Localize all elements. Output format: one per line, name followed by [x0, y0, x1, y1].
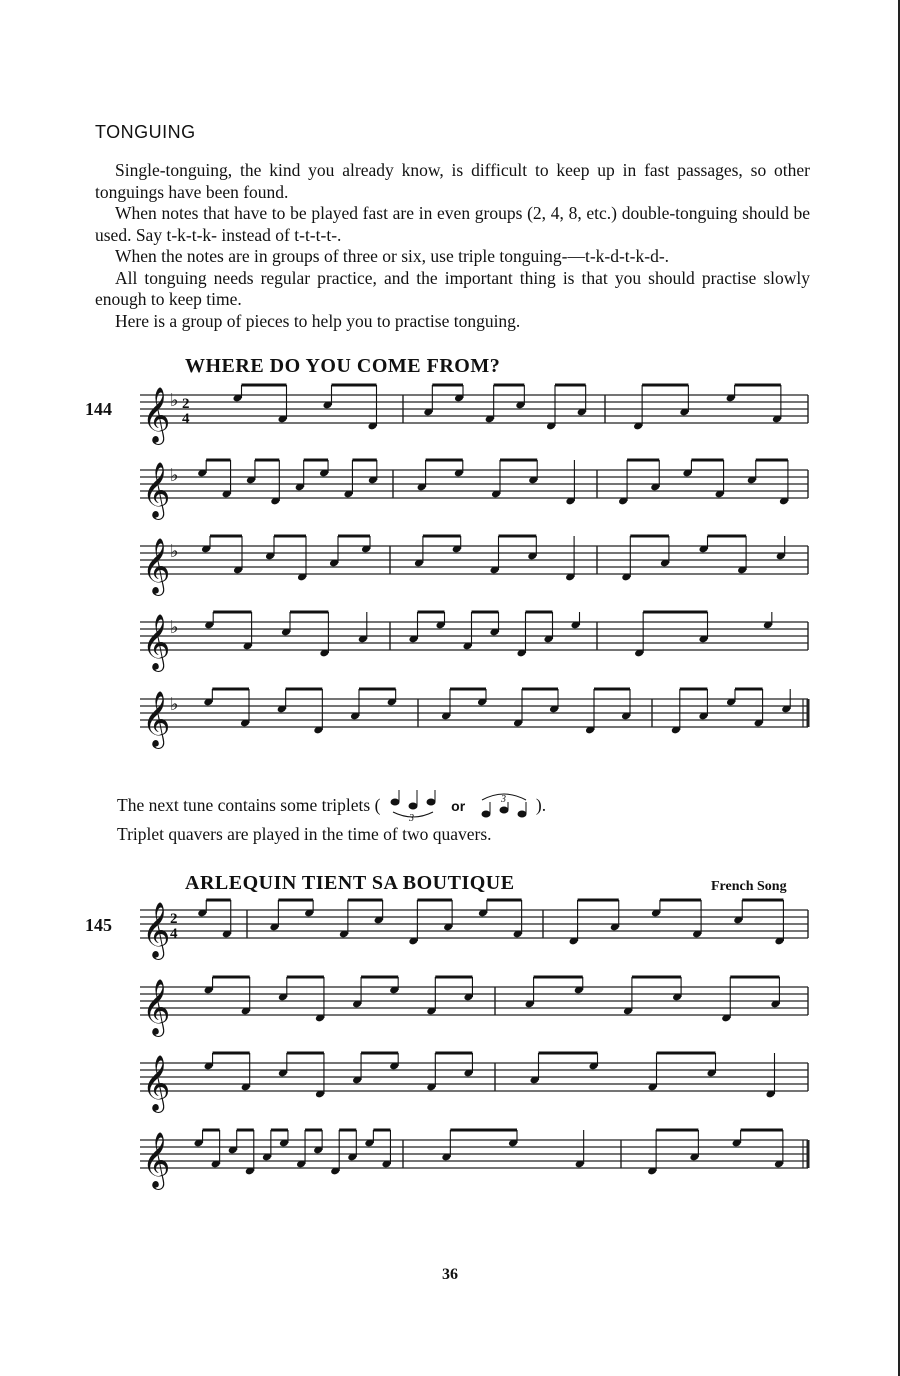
key-signature-flat: ♭: [170, 465, 179, 486]
time-signature-top: 2: [182, 396, 190, 412]
treble-clef: 𝄞: [142, 538, 171, 594]
time-signature-top: 2: [170, 911, 178, 927]
paragraph-4: All tonguing needs regular practice, and the important thing is that you should practise slowly enough to keep time.: [95, 267, 810, 309]
svg-text:3: 3: [408, 813, 414, 824]
svg-text:3: 3: [500, 794, 506, 805]
treble-clef: 𝄞: [142, 1055, 171, 1111]
treble-clef: 𝄞: [142, 902, 171, 958]
time-signature-bottom: 4: [170, 926, 178, 942]
paragraph-3: When the notes are in groups of three or six, use triple tonguing-—t-k-d-t-k-d-.: [115, 246, 670, 266]
paragraph-2: When notes that have to be played fast are in even groups (2, 4, 8, etc.) double-tonguing should be used. Say t-k-t-k- instead of t-t-t-t-.: [95, 203, 810, 245]
paragraph-5: Here is a group of pieces to help you to practise tonguing.: [115, 310, 521, 331]
page-number: 36: [442, 1266, 458, 1283]
key-signature-flat: ♭: [170, 541, 179, 562]
treble-clef: 𝄞: [142, 387, 171, 443]
treble-clef: 𝄞: [142, 614, 171, 670]
tune-145-title: ARLEQUIN TIENT SA BOUTIQUE: [185, 872, 515, 894]
treble-clef: 𝄞: [142, 1132, 171, 1188]
tune-144-title: WHERE DO YOU COME FROM?: [185, 355, 501, 377]
key-signature-flat: ♭: [170, 617, 179, 638]
triplet-explanation: Triplet quavers are played in the time of two quavers.: [117, 824, 492, 844]
treble-clef: 𝄞: [142, 462, 171, 518]
key-signature-flat: ♭: [170, 390, 179, 411]
tune-145-number: 145: [85, 915, 112, 935]
paragraph-1: Single-tonguing, the kind you already know, is difficult to keep up in fast passages, so other tonguings have been found.: [95, 160, 810, 202]
tune-144-number: 144: [85, 399, 112, 419]
section-heading: TONGUING: [95, 122, 196, 142]
treble-clef: 𝄞: [142, 691, 171, 747]
triplet-intro-after: ).: [535, 795, 547, 816]
triplet-intro-before: The next tune contains some triplets (: [117, 795, 381, 816]
treble-clef: 𝄞: [142, 979, 171, 1035]
triplet-intro-or: or: [451, 798, 466, 815]
tune-145-subtitle: French Song: [711, 879, 787, 894]
time-signature-bottom: 4: [182, 411, 190, 427]
key-signature-flat: ♭: [170, 694, 179, 715]
